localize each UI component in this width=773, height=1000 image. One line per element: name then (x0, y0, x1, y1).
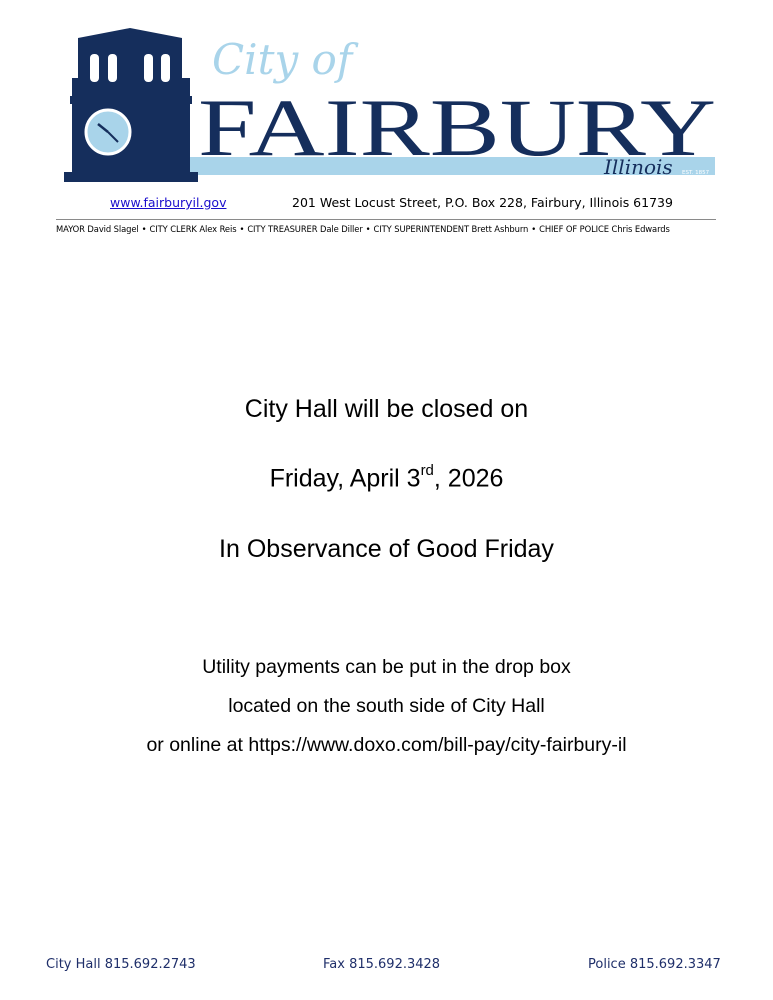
clock-tower-icon (64, 28, 198, 182)
contact-line (0, 194, 773, 214)
closure-reason: In Observance of Good Friday (219, 535, 554, 563)
closure-date-ordinal: rd (420, 462, 434, 479)
website-link[interactable]: www.fairburyil.gov (110, 195, 227, 210)
officials-list (56, 224, 720, 234)
clock-face (86, 110, 130, 154)
footer-city-hall-phone: City Hall 815.692.2743 (46, 957, 196, 972)
closure-date (0, 464, 773, 493)
payment-info-line-2: located on the south side of City Hall (228, 695, 545, 717)
footer-police-phone: Police 815.692.3347 (588, 957, 721, 972)
footer-fax: Fax 815.692.3428 (323, 957, 441, 972)
city-address: 201 West Locust Street, P.O. Box 228, Fairbury, Illinois 61739 (292, 195, 673, 210)
official-clerk: CITY CLERK Alex Reis (149, 224, 237, 234)
official-treasurer: CITY TREASURER Dale Diller (247, 224, 363, 234)
logo-city-of: City of (212, 35, 353, 84)
closure-notice: City Hall will be closed on (244, 395, 529, 423)
separator: • (239, 224, 245, 234)
closure-date-year: , 2026 (433, 464, 504, 493)
separator: • (531, 224, 537, 234)
payment-info-line-1: Utility payments can be put in the drop box (202, 656, 571, 678)
official-police-chief: CHIEF OF POLICE Chris Edwards (539, 224, 670, 234)
logo-name: FAIRBURY (198, 82, 716, 173)
closure-date-main: Friday, April 3 (269, 464, 421, 493)
official-mayor: MAYOR David Slagel (56, 224, 139, 234)
official-superintendent: CITY SUPERINTENDENT Brett Ashburn (373, 224, 529, 234)
city-logo (60, 24, 720, 189)
payment-info-line-3: or online at https://www.doxo.com/bill-pay/city-fairbury-il (146, 734, 627, 756)
separator: • (141, 224, 147, 234)
logo-est: EST. 1857 (682, 170, 710, 176)
header-divider (56, 219, 716, 220)
logo-state: Illinois (604, 155, 673, 179)
separator: • (365, 224, 371, 234)
